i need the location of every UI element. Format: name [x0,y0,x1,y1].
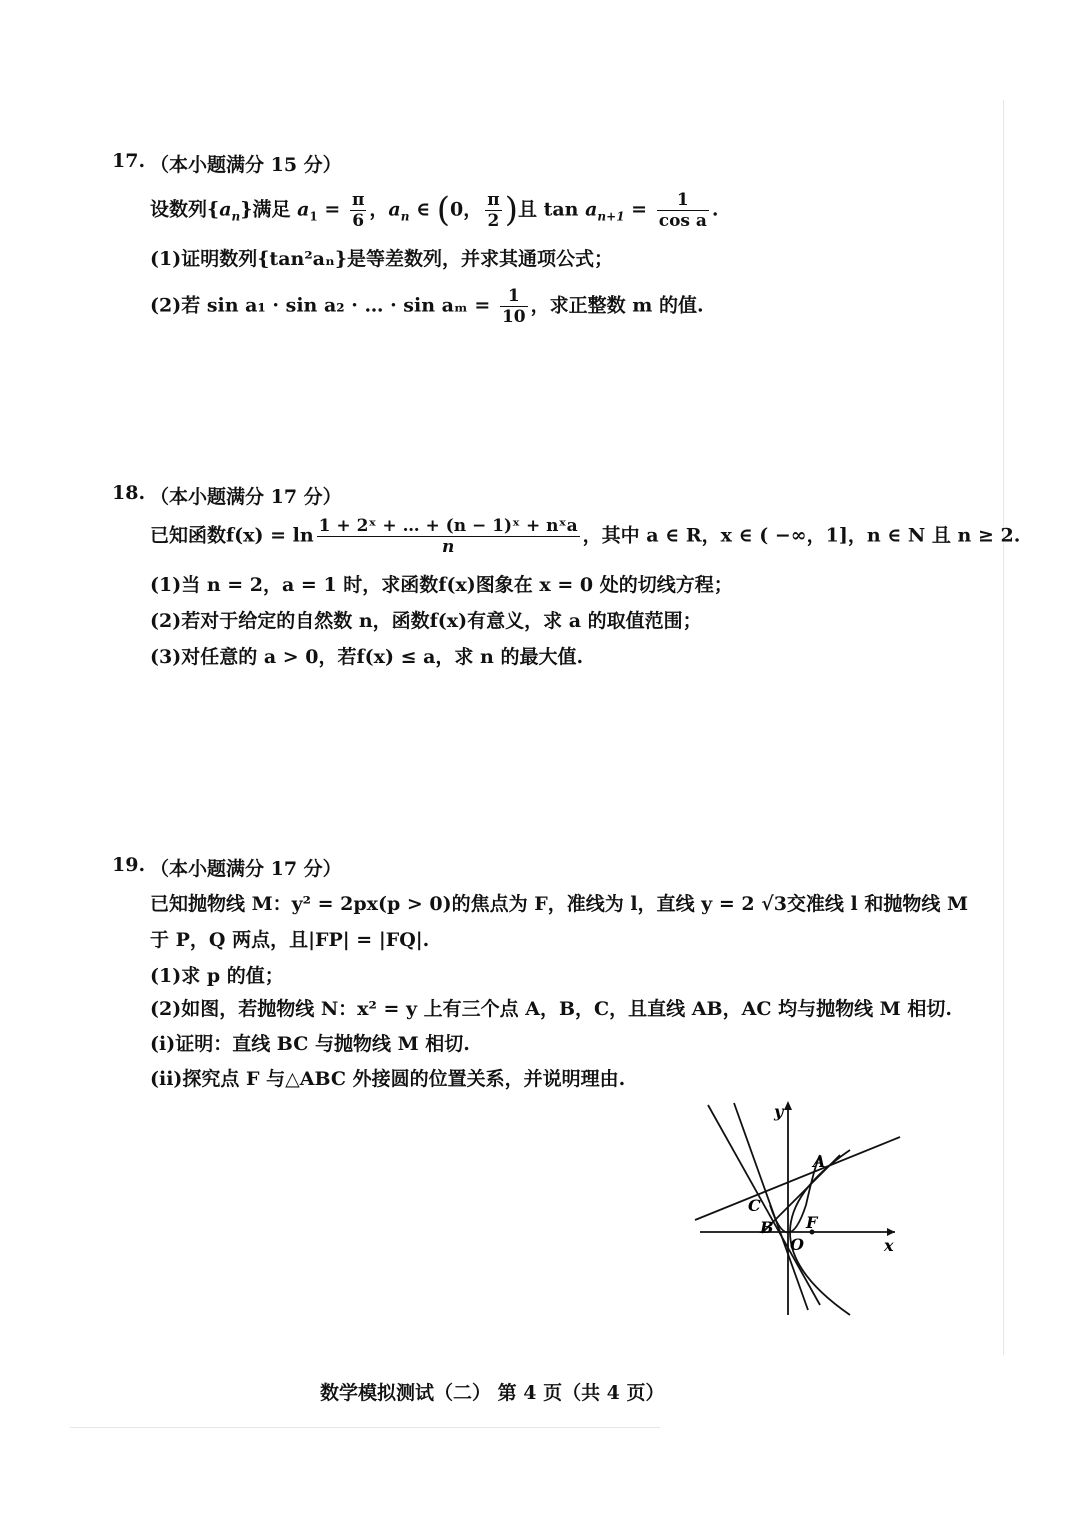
label-c: C [748,1196,761,1215]
q17-frac-pi2-num: π [487,190,500,210]
q19-heading: （本小题满分 17 分） [150,858,342,880]
q17-eq: = [317,198,347,221]
q17-frac-1-num: 1 [657,190,709,211]
q19-line1: 已知抛物线 M：y² = 2px(p > 0)的焦点为 F，准线为 l，直线 y = 2 √3交准线 l 和抛物线 M [150,893,969,915]
scan-edge-bottom [70,1427,660,1428]
q18-stem [150,516,1020,557]
q17-frac-6-den: 6 [352,211,365,231]
q17-an2-sub: n [400,209,410,224]
q18-number: 18. [112,482,146,504]
q19-part2i: (i)证明：直线 BC 与抛物线 M 相切. [150,1033,470,1055]
q17-and-tan: 且 tan [517,198,586,221]
q17-frac-pi-2 [485,190,501,231]
q17-stem [150,190,719,231]
q17-frac-cos-den: cos a [658,211,707,231]
q18-frac-numerator: 1 + 2ˣ + … + (n − 1)ˣ + nˣa [318,516,578,536]
label-b: B [760,1218,774,1237]
q18-stem-suffix: ，其中 a ∈ R，x ∈ ( −∞，1]，n ∈ N 且 n ≥ 2. [582,524,1021,547]
label-x: x [884,1236,894,1255]
q17-an: a [219,198,232,221]
q18-part3: (3)对任意的 a > 0，若f(x) ≤ a，求 n 的最大值. [150,646,584,668]
q17-a-tan-sub: n+1 [597,209,625,224]
q17-stem-prefix: 设数列{ [150,198,220,221]
q18-stem-prefix: 已知函数f(x) = ln [150,524,314,547]
q18-frac [317,516,580,557]
q17-a-tan: a [585,198,598,221]
q19-part1: (1)求 p 的值； [150,965,284,987]
q17-part2 [150,286,704,327]
q17-frac-2-den: 2 [487,211,500,231]
q17-an2: a [388,198,401,221]
q17-in: ∈ [409,198,437,221]
q17-part2-prefix: (2)若 sin a₁ · sin a₂ · … · sin aₘ = [150,294,497,317]
page-footer: 数学模拟测试（二） 第 4 页（共 4 页） [320,1382,665,1404]
q17-paren-right: ) [504,190,518,231]
q17-frac-cos [657,190,709,231]
q17-an-sub: n [231,209,241,224]
q17-stem-mid: }满足 [240,198,298,221]
y-axis-arrow [784,1101,792,1110]
q17-eq2: = [624,198,654,221]
x-axis-arrow [887,1228,895,1236]
q19-part2ii: (ii)探究点 F 与△ABC 外接圆的位置关系，并说明理由. [150,1068,626,1090]
q17-part1: (1)证明数列{tan²aₙ}是等差数列，并求其通项公式； [150,248,614,270]
q17-paren-left: ( [436,190,451,231]
q17-comma: ， [369,198,389,221]
q17-frac-1-10-num: 1 [500,286,528,307]
parabola-figure [690,1095,910,1320]
q18-frac-denominator: n [441,537,455,557]
q17-number: 17. [112,150,146,172]
label-f: F [806,1213,818,1232]
line-bc [708,1105,820,1305]
line-ac [695,1137,900,1220]
q19-line2: 于 P，Q 两点，且|FP| = |FQ|. [150,929,430,951]
q17-a1-sub: 1 [309,209,318,224]
q19-number: 19. [112,854,146,876]
q17-part2-suffix: ，求正整数 m 的值. [530,294,704,317]
q17-frac-pi-6 [350,190,366,231]
q17-frac-pi-num: π [351,190,365,210]
label-a: A [813,1152,826,1171]
q18-part1: (1)当 n = 2，a = 1 时，求函数f(x)图象在 x = 0 处的切线方程； [150,574,733,596]
label-o: O [790,1235,804,1254]
q18-part2: (2)若对于给定的自然数 n，函数f(x)有意义，求 a 的取值范围； [150,610,702,632]
q18-heading: （本小题满分 17 分） [150,486,342,508]
q17-zero: 0， [450,198,483,221]
label-y: y [774,1102,784,1121]
q17-frac-1-10-den: 10 [501,307,526,327]
q19-part2: (2)如图，若抛物线 N：x² = y 上有三个点 A，B，C，且直线 AB，AC 均与抛物线 M 相切. [150,998,952,1020]
q17-heading: （本小题满分 15 分） [150,154,342,176]
scan-edge-right [1003,100,1004,1355]
q17-a1: a [297,198,310,221]
line-steep [734,1103,808,1310]
q17-period: . [711,198,719,221]
q17-frac-1-10 [500,286,528,327]
